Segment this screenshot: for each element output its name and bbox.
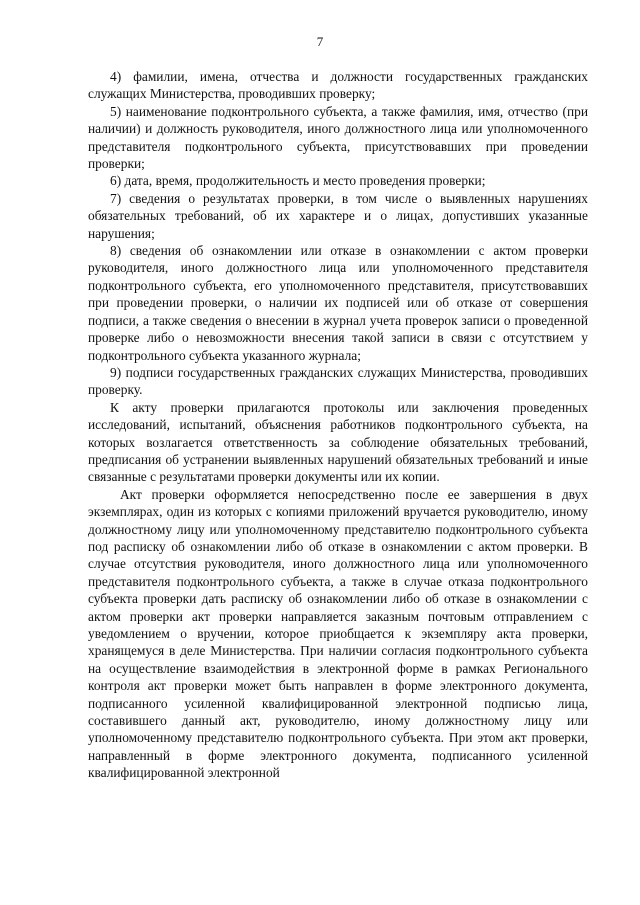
paragraph-item-9: 9) подписи государственных гражданских служащих Министерства, проводивших проверку. [88,364,588,398]
paragraph-item-8: 8) сведения об ознакомлении или отказе в ознакомлении с актом проверки руководителя, иного должностного лица или уполномоченного представителя подконтрольного субъекта, его уполномоченного представителя, присутствовавших при проведении проверки, о наличии их подписей или об отказе от совершения подписи, а также сведения о внесении в журнал учета проверок записи о проведенной проверке либо о невозможности внесения такой записи в связи с отсутствием у подконтрольного субъекта указанного журнала; [88,243,588,363]
paragraph-item-7: 7) сведения о результатах проверки, в том числе о выявленных нарушениях обязательных требований, об их характере и о лицах, допустивших указанные нарушения; [88,190,588,241]
paragraph-item-4: 4) фамилии, имена, отчества и должности государственных гражданских служащих Министерства, проводивших проверку; [88,69,588,102]
paragraph-item-6: 6) дата, время, продолжительность и место проведения проверки; [110,173,486,189]
page-number: 7 [316,34,324,49]
paragraph-attachments: К акту проверки прилагаются протоколы или заключения проведенных исследований, испытаний, объяснения работников подконтрольного субъекта, на которых возлагается ответственность за соблюдение обязательных требований, предписания об устранении выявленных нарушений обязательных требований и иные связанные с результатами проверки документы или их копии. [88,399,588,485]
paragraph-item-5: 5) наименование подконтрольного субъекта, а также фамилия, имя, отчество (при наличии) и должность руководителя, иного должностного лица или уполномоченного представителя подконтрольного субъекта, присутствовавших при проведении проверки; [88,103,588,172]
paragraph-act-delivery: Акт проверки оформляется непосредственно после ее завершения в двух экземплярах, один из которых с копиями приложений вручается руководителю, иному должностному лицу или уполномоченному представителю подконтрольного субъекта под расписку об ознакомлении либо об отказе в ознакомлении с актом проверки. В случае отсутствия руководителя, иного должностного лица или уполномоченного представителя подконтрольного субъекта, а также в случае отказа подконтрольного субъекта проверки дать расписку об ознакомлении либо об отказе в ознакомлении с актом проверки акт проверки направляется заказным почтовым отправлением с уведомлением о вручении, которое приобщается к экземпляру акта проверки, хранящемуся в деле Министерства. При наличии согласия подконтрольного субъекта на осуществление взаимодействия в электронной форме в рамках Регионального контроля акт проверки может быть направлен в форме электронного документа, подписанного усиленной квалифицированной электронной подписью лица, составившего данный акт, руководителю, иному должностному лицу или уполномоченному представителю подконтрольного субъекта. При этом акт проверки, направленный в форме электронного документа, подписанного усиленной квалифицированной электронной [88,486,588,781]
body-text [88,68,588,782]
